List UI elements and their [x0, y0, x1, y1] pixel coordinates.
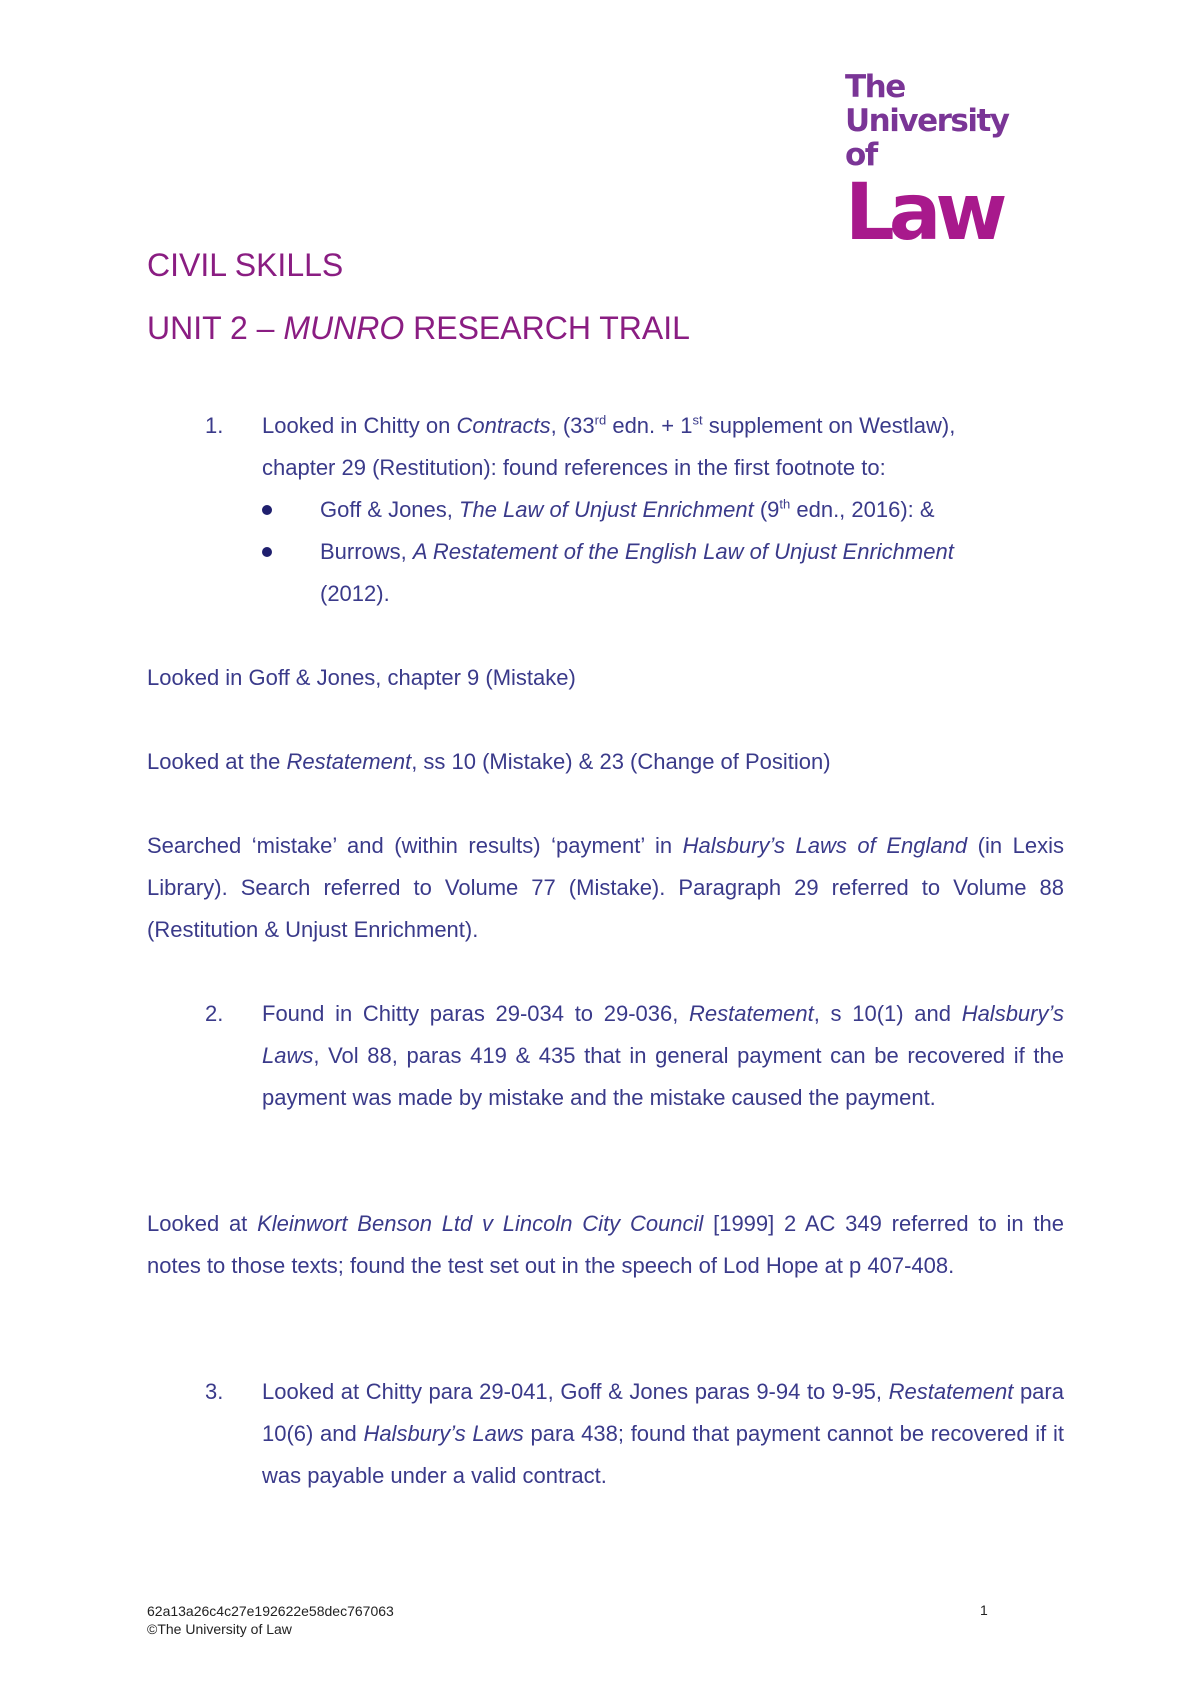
- logo-line-3: Law: [845, 168, 1002, 258]
- item-2-text: Found in Chitty paras 29-034 to 29-036, Restatement, s 10(1) and Halsbury’s Laws, Vol 88, paras 419 & 435 that in general payment can be recovered if the payment was made by mistake and the mistake caused the payment.: [262, 1001, 1064, 1110]
- item-1-number: 1.: [205, 413, 224, 438]
- item-1-bullet-2: Burrows, A Restatement of the English Law of Unjust Enrichment (2012).: [320, 539, 954, 606]
- document-title: CIVIL SKILLS: [147, 247, 344, 283]
- paragraph-restatement: Looked at the Restatement, ss 10 (Mistake) & 23 (Change of Position): [147, 749, 831, 774]
- page-number: 1: [980, 1602, 988, 1618]
- paragraph-kleinwort: Looked at Kleinwort Benson Ltd v Lincoln City Council [1999] 2 AC 349 referred to in the notes to those texts; found the test set out in the speech of Lod Hope at p 407-408.: [147, 1211, 1065, 1278]
- unit-heading: UNIT 2 – MUNRO RESEARCH TRAIL: [147, 310, 690, 346]
- footer-doc-id: 62a13a26c4c27e192622e58dec767063: [147, 1603, 394, 1619]
- paragraph-halsbury-search: Searched ‘mistake’ and (within results) ‘payment’ in Halsbury’s Laws of England (in Lexis Library). Search referred to Volume 77 (Mistake). Paragraph 29 referred to Volume 88 (Restitution & Unjust Enrichment).: [147, 833, 1064, 942]
- item-3-number: 3.: [205, 1379, 224, 1404]
- item-2-number: 2.: [205, 1001, 224, 1026]
- item-1-text: Looked in Chitty on Contracts, (33rd edn. + 1st supplement on Westlaw), chapter 29 (Restitution): found references in the first footnote to:: [262, 412, 956, 480]
- logo-line-2: University of: [845, 103, 1009, 173]
- footer-copyright: ©The University of Law: [147, 1621, 292, 1637]
- item-1-bullet-1: Goff & Jones, The Law of Unjust Enrichment (9th edn., 2016): &: [320, 496, 935, 522]
- bullet-icon: [262, 505, 272, 515]
- university-logo: [845, 69, 1035, 258]
- item-3-text: Looked at Chitty para 29-041, Goff & Jones paras 9-94 to 9-95, Restatement para 10(6) and Halsbury’s Laws para 438; found that payment cannot be recovered if it was payable under a valid contract.: [262, 1379, 1064, 1488]
- logo-line-1: The: [845, 69, 905, 105]
- paragraph-goff-jones: Looked in Goff & Jones, chapter 9 (Mistake): [147, 665, 576, 690]
- bullet-icon: [262, 547, 272, 557]
